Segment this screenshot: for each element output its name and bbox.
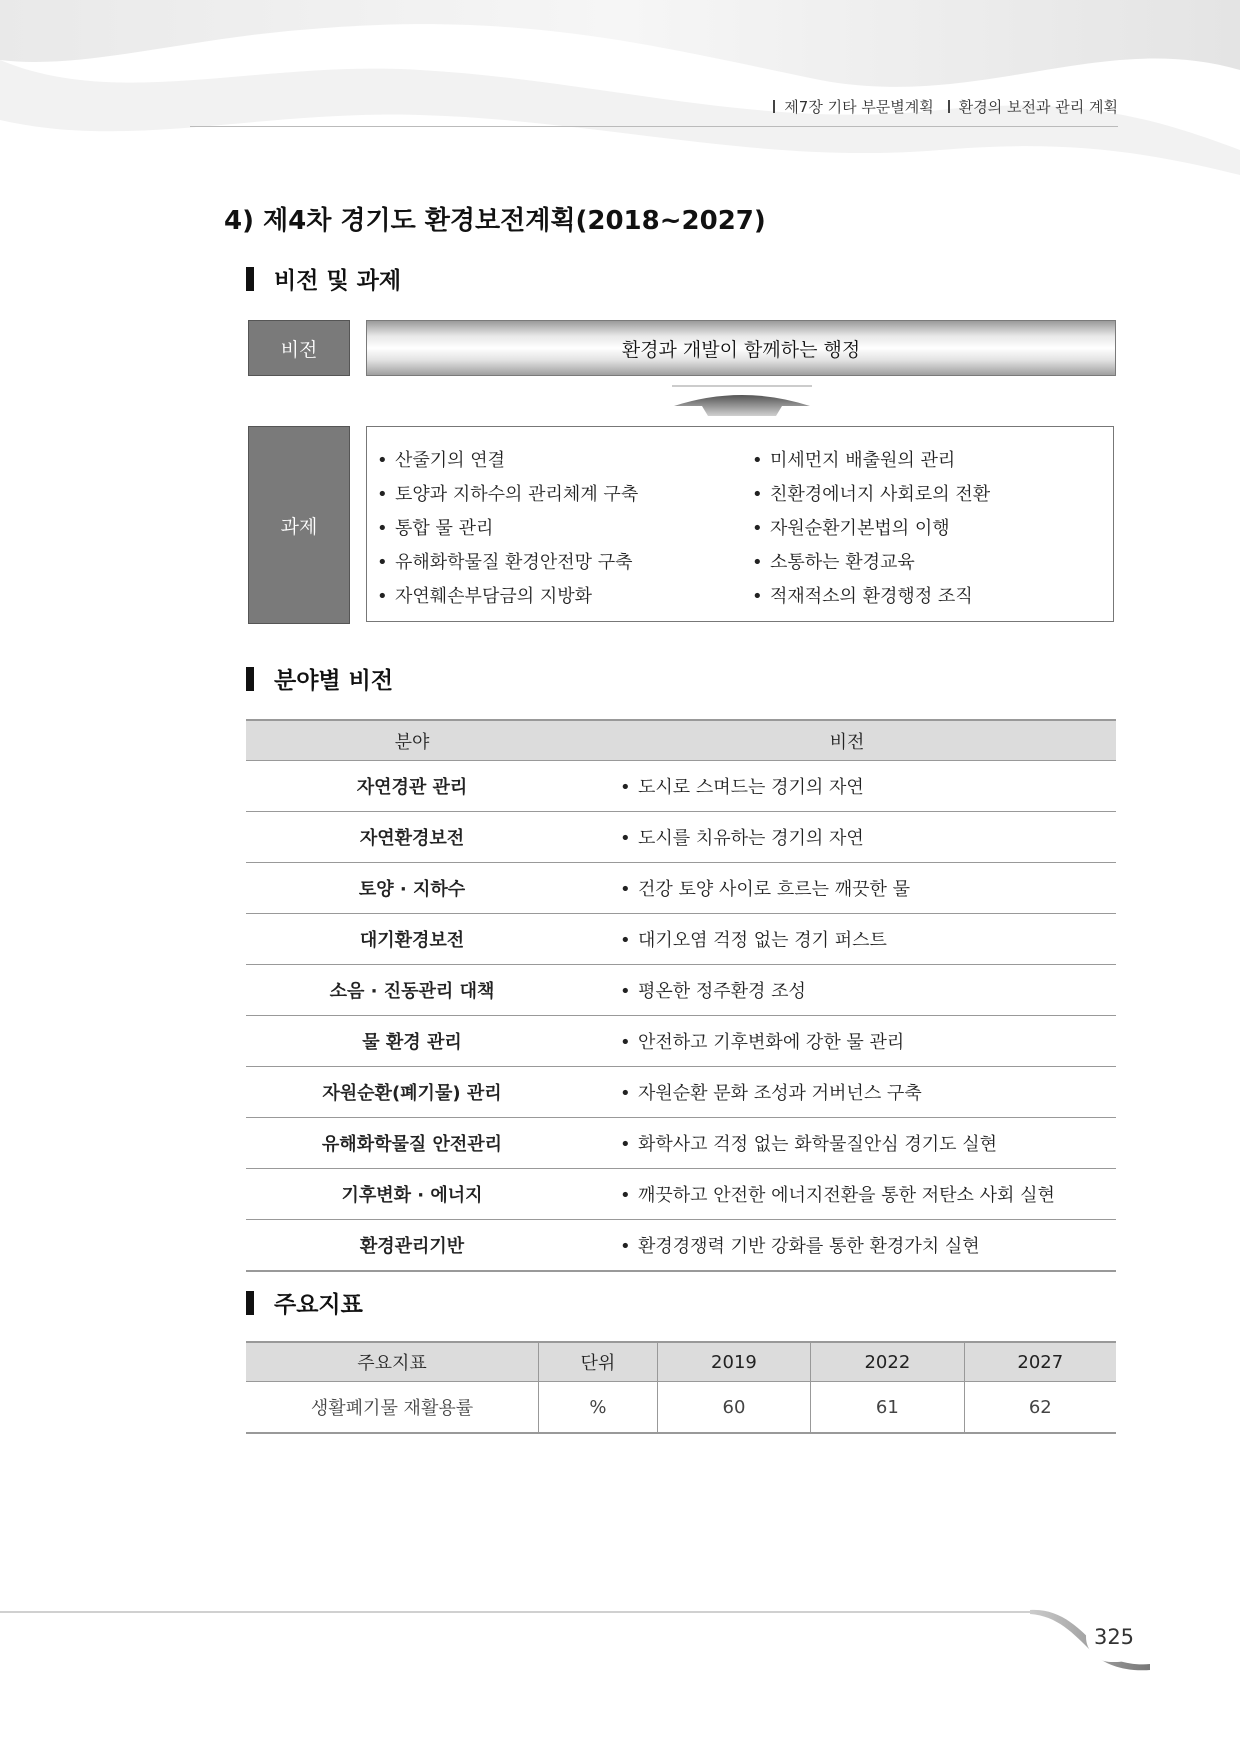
page-number: 325 — [1086, 1612, 1142, 1662]
running-header — [190, 96, 1118, 127]
field-cell: 토양 · 지하수 — [246, 863, 578, 914]
tasks-label: 과제 — [248, 426, 350, 624]
task-item: • 토양과 지하수의 관리체계 구축 — [377, 478, 638, 512]
header-separator — [948, 100, 950, 113]
table-row — [246, 1016, 1116, 1067]
header-separator — [773, 100, 775, 113]
subheading-vision-tasks — [246, 262, 401, 295]
task-item: • 적재적소의 환경행정 조직 — [752, 580, 990, 614]
vision-label: 비전 — [248, 320, 350, 376]
field-cell: 기후변화 · 에너지 — [246, 1169, 578, 1220]
field-cell: 대기환경보전 — [246, 914, 578, 965]
vision-cell: • 화학사고 걱정 없는 화학물질안심 경기도 실현 — [578, 1118, 1116, 1169]
vision-cell: • 건강 토양 사이로 흐르는 깨끗한 물 — [578, 863, 1116, 914]
header-section: 환경의 보전과 관리 계획 — [958, 98, 1118, 116]
heading-bar-icon — [246, 267, 254, 291]
column-header-vision: 비전 — [578, 720, 1116, 761]
column-header-field: 분야 — [246, 720, 578, 761]
table-row — [246, 914, 1116, 965]
vision-cell: • 깨끗하고 안전한 에너지전환을 통한 저탄소 사회 실현 — [578, 1169, 1116, 1220]
table-row — [246, 1220, 1116, 1272]
header-chapter: 제7장 기타 부문별계획 — [784, 98, 934, 116]
field-cell: 소음 · 진동관리 대책 — [246, 965, 578, 1016]
task-item: • 유해화학물질 환경안전망 구축 — [377, 546, 638, 580]
vision-cell: • 안전하고 기후변화에 강한 물 관리 — [578, 1016, 1116, 1067]
subheading-indicators-text: 주요지표 — [274, 1292, 363, 1318]
footer-swoosh — [0, 1598, 1240, 1678]
task-item: • 산줄기의 연결 — [377, 444, 638, 478]
table-row — [246, 812, 1116, 863]
column-header: 주요지표 — [246, 1342, 539, 1382]
field-cell: 환경관리기반 — [246, 1220, 578, 1272]
unit-cell: % — [539, 1382, 658, 1434]
value-cell: 60 — [657, 1382, 810, 1434]
tasks-left-column — [377, 444, 638, 614]
field-vision-table — [246, 719, 1116, 1272]
task-item: • 친환경에너지 사회로의 전환 — [752, 478, 990, 512]
value-cell: 62 — [964, 1382, 1116, 1434]
vision-cell: • 대기오염 걱정 없는 경기 퍼스트 — [578, 914, 1116, 965]
value-cell: 61 — [811, 1382, 964, 1434]
task-item: • 자원순환기본법의 이행 — [752, 512, 990, 546]
table-row — [246, 1382, 1116, 1434]
section-title: 4) 제4차 경기도 환경보전계획(2018~2027) — [224, 206, 766, 236]
vision-cell: • 자원순환 문화 조성과 거버넌스 구축 — [578, 1067, 1116, 1118]
tasks-box — [366, 426, 1114, 622]
task-item: • 미세먼지 배출원의 관리 — [752, 444, 990, 478]
indicator-name-cell: 생활폐기물 재활용률 — [246, 1382, 539, 1434]
table-row — [246, 1118, 1116, 1169]
table-header-row — [246, 1342, 1116, 1382]
subheading-vision-tasks-text: 비전 및 과제 — [274, 268, 402, 294]
column-header: 2022 — [811, 1342, 964, 1382]
vision-statement-bar: 환경과 개발이 함께하는 행정 — [366, 320, 1116, 376]
column-header: 2019 — [657, 1342, 810, 1382]
tasks-right-column — [752, 444, 990, 614]
task-item: • 자연훼손부담금의 지방화 — [377, 580, 638, 614]
field-cell: 자연경관 관리 — [246, 761, 578, 812]
field-cell: 자원순환(폐기물) 관리 — [246, 1067, 578, 1118]
up-arrow-icon — [672, 384, 812, 416]
vision-cell: • 평온한 정주환경 조성 — [578, 965, 1116, 1016]
task-item: • 소통하는 환경교육 — [752, 546, 990, 580]
task-item: • 통합 물 관리 — [377, 512, 638, 546]
column-header: 2027 — [964, 1342, 1116, 1382]
table-row — [246, 761, 1116, 812]
subheading-field-vision-text: 분야별 비전 — [274, 668, 394, 694]
vision-cell: • 도시로 스며드는 경기의 자연 — [578, 761, 1116, 812]
table-row — [246, 965, 1116, 1016]
field-cell: 물 환경 관리 — [246, 1016, 578, 1067]
table-row — [246, 1067, 1116, 1118]
field-cell: 유해화학물질 안전관리 — [246, 1118, 578, 1169]
heading-bar-icon — [246, 667, 254, 691]
vision-cell: • 환경경쟁력 기반 강화를 통한 환경가치 실현 — [578, 1220, 1116, 1272]
subheading-indicators — [246, 1286, 363, 1319]
heading-bar-icon — [246, 1291, 254, 1315]
table-row — [246, 863, 1116, 914]
field-cell: 자연환경보전 — [246, 812, 578, 863]
table-header-row — [246, 720, 1116, 761]
subheading-field-vision — [246, 662, 393, 695]
table-row — [246, 1169, 1116, 1220]
indicator-table — [246, 1341, 1116, 1434]
column-header: 단위 — [539, 1342, 658, 1382]
vision-cell: • 도시를 치유하는 경기의 자연 — [578, 812, 1116, 863]
